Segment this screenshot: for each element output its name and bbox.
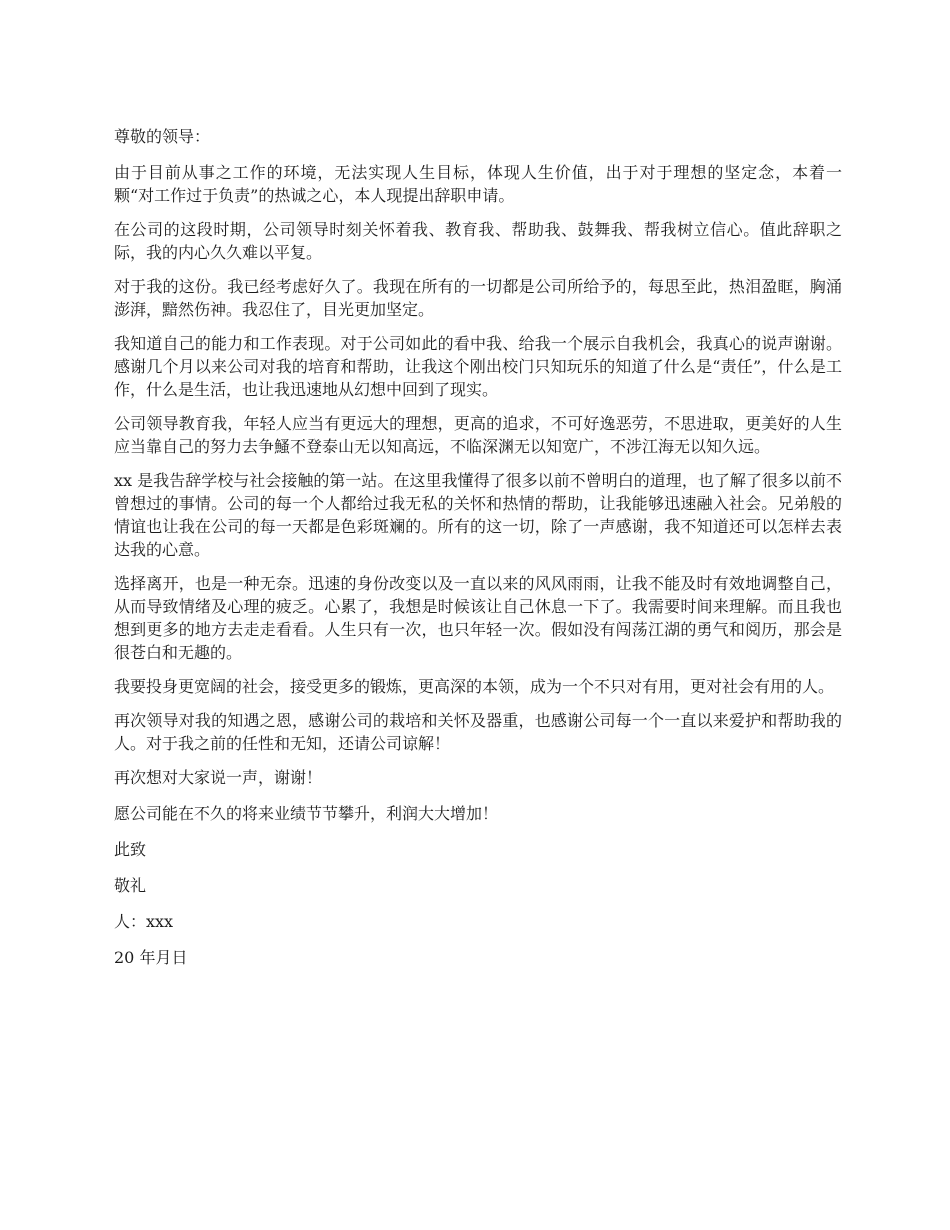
closing-jingli: 敬礼 [114, 876, 147, 895]
paragraph-4: 我知道自己的能力和工作表现。对于公司如此的看中我、给我一个展示自我机会，我真心的说声谢谢。感谢几个月以来公司对我的培育和帮助，让我这个刚出校门只知玩乐的知道了什么是“责任”，什么是工作，什么是生活，也让我迅速地从幻想中回到了现实。 [114, 334, 842, 399]
paragraph-2: 在公司的这段时期，公司领导时刻关怀着我、教育我、帮助我、鼓舞我、帮我树立信心。值此辞职之际，我的内心久久难以平复。 [114, 220, 842, 262]
closing-cizhi: 此致 [114, 840, 147, 859]
letter-body [114, 125, 842, 982]
paragraph-9: 再次领导对我的知遇之恩，感谢公司的栽培和关怀及器重，也感谢公司每一个一直以来爱护和帮助我的人。对于我之前的任性和无知，还请公司谅解！ [114, 711, 842, 753]
salutation: 尊敬的领导： [114, 127, 211, 146]
paragraph-10: 再次想对大家说一声，谢谢！ [114, 768, 323, 787]
date: 20 年月日 [114, 948, 188, 967]
paragraph-1: 由于目前从事之工作的环境，无法实现人生目标，体现人生价值，出于对于理想的坚定念，本着一颗“对工作过于负责”的热诚之心，本人现提出辞职申请。 [114, 163, 842, 205]
paragraph-11: 愿公司能在不久的将来业绩节节攀升，利润大大增加！ [114, 804, 499, 823]
paragraph-6: xx 是我告辞学校与社会接触的第一站。在这里我懂得了很多以前不曾明白的道理，也了解了很多以前不曾想过的事情。公司的每一个人都给过我无私的关怀和热情的帮助，让我能够迅速融入社会。兄弟般的情谊也让我在公司的每一天都是色彩斑斓的。所有的这一切，除了一声感谢，我不知道还可以怎样去表达我的心意。 [114, 471, 842, 559]
signer: 人：xxx [114, 912, 174, 931]
paragraph-7: 选择离开，也是一种无奈。迅速的身份改变以及一直以来的风风雨雨，让我不能及时有效地调整自己，从而导致情绪及心理的疲乏。心累了，我想是时候该让自己休息一下了。我需要时间来理解。而且我也想到更多的地方去走走看看。人生只有一次，也只年轻一次。假如没有闯荡江湖的勇气和阅历，那会是很苍白和无趣的。 [114, 574, 842, 662]
paragraph-5: 公司领导教育我，年轻人应当有更远大的理想，更高的追求，不可好逸恶劳，不思进取，更美好的人生应当靠自己的努力去争鰠不登泰山无以知高远，不临深渊无以知宽广，不涉江海无以知久远。 [114, 414, 842, 456]
paragraph-3: 对于我的这份。我已经考虑好久了。我现在所有的一切都是公司所给予的，每思至此，热泪盈眶，胸涌澎湃，黯然伤神。我忍住了，目光更加坚定。 [114, 277, 842, 319]
paragraph-8: 我要投身更宽阔的社会，接受更多的锻炼，更高深的本领，成为一个不只对有用，更对社会有用的人。 [114, 677, 835, 696]
